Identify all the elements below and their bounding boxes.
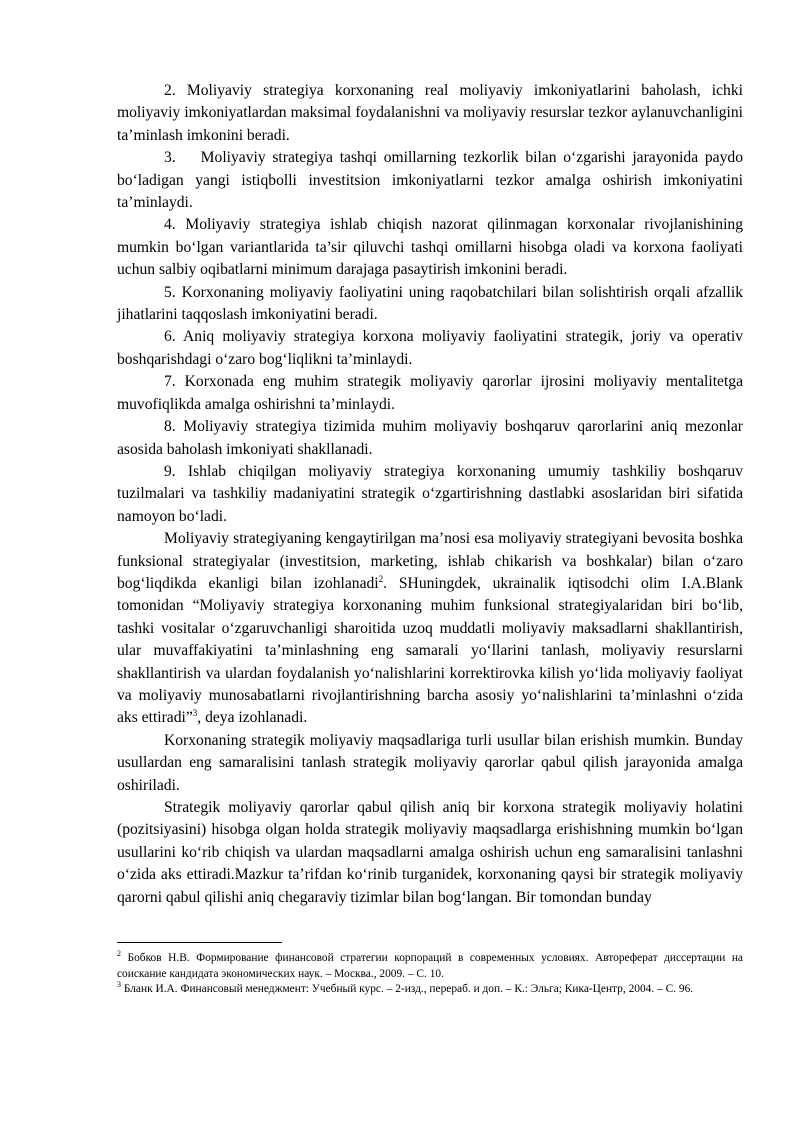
footnote-item: [117, 982, 743, 998]
body-text: [117, 80, 743, 909]
footnote-mark: 3: [117, 980, 121, 990]
footnotes: [117, 951, 743, 998]
paragraph-item-6: 6. Aniq moliyaviy strategiya korxona moliyaviy faoliyatini strategik, joriy va operativ boshqarishdagi o‘zaro bog‘liqlikni ta’minlaydi.: [117, 328, 743, 368]
paragraph-item-9: 9. Ishlab chiqilgan moliyaviy strategiya korxonaning umumiy tashkiliy boshqaruv tuzilmalari va tashkiliy madaniyatini strategik o‘zgartirishning dastlabki asoslaridan biri sifatida namoyon bo‘ladi.: [117, 462, 743, 525]
footnote-mark: 2: [117, 949, 121, 959]
text-segment: . SHuningdek, ukrainalik iqtisodchi olim I.A.Blank tomonidan “Moliyaviy strategiya korxonaning muhim funksional strategiyalaridan biri bo‘lib, tashki vositalar o‘zgaruvchanligi sharoitida uzoq muddatli moliyaviy maksadlarni shakllantirish, ular muvaffakiyatini ta’minlashning eng samarali yo‘llarini tanlash, moliyaviy resurslarni shakllantirish va ulardan foydalanish yo‘nalishlarini korrektirovka kilish yo‘lida moliyaviy faoliyat va moliyaviy munosabatlarni rivojlantirishning barcha asosiy yo‘nalishlarini ta’minlashni o‘zida aks ettiradi”: [117, 574, 743, 727]
paragraph-goals: Korxonaning strategik moliyaviy maqsadlariga turli usullar bilan erishish mumkin. Bunday usullardan eng samaralisini tanlash strategik moliyaviy qarorlar qabul qilish jarayonida amalga oshiriladi.: [117, 731, 743, 794]
paragraph-item-3: [117, 147, 743, 214]
paragraph-item-7: 7. Korxonada eng muhim strategik moliyaviy qarorlar ijrosini moliyaviy mentalitetga muvofiqlikda amalga oshirishni ta’minlaydi.: [117, 373, 743, 413]
paragraph-strategy-meaning: [117, 528, 743, 730]
paragraph-item-4: 4. Moliyaviy strategiya ishlab chiqish nazorat qilinmagan korxonalar rivojlanishining mumkin bo‘lgan variantlarida ta’sir qiluvchi tashqi omillarni hisobga oladi va korxona faoliyati uchun salbiy oqibatlarni minimum darajaga pasaytirish imkonini beradi.: [117, 216, 743, 279]
text-segment: , deya izohlanadi.: [197, 709, 308, 727]
footnote-ref: 3: [192, 708, 198, 719]
item-text: Moliyaviy strategiya tashqi omillarning tezkorlik bilan o‘zgarishi jarayonida paydo bo‘ladigan yangi istiqbolli investitsion imkoniyatlarni tezkor amalga oshirish imkoniyatini ta’minlaydi.: [117, 149, 743, 212]
footnote-text: Бланк И.А. Финансовый менеджмент: Учебный курс. – 2-изд., перераб. и доп. – К.: Эльга; Кика-Центр, 2004. – С. 96.: [123, 983, 694, 996]
paragraph-item-2: 2. Moliyaviy strategiya korxonaning real moliyaviy imkoniyatlarini baholash, ichki moliyaviy imkoniyatlardan maksimal foydalanishni va moliyaviy resurslar tezkor aylanuvchanligini ta’minlash imkonini beradi.: [117, 82, 743, 144]
paragraph-decisions: Strategik moliyaviy qarorlar qabul qilish aniq bir korxona strategik moliyaviy holatini (pozitsiyasini) hisobga olgan holda strategik moliyaviy maqsadlarga erishishning mumkin bo‘lgan usullarini ko‘rib chiqish va ulardan maqsadlarni amalga oshirish uchun eng samaralisini tanlashni o‘zida aks ettiradi.Mazkur ta’rifdan ko‘rinib turganidek, korxonaning qaysi bir strategik moliyaviy qarorni qabul qilishi aniq chegaraviy tizimlar bilan bog‘langan. Bir tomondan bunday: [117, 799, 743, 906]
text-segment: Moliyaviy strategiyaning kengaytirilgan ma’nosi esa moliyaviy strategiyani bevosita boshka funksional strategiyalar (investitsion, marketing, ishlab chikarish va boshkalar) bilan o‘zaro bog‘liqdikda ekanligi bilan izohlanadi: [117, 530, 743, 592]
paragraph-item-8: 8. Moliyaviy strategiya tizimida muhim moliyaviy boshqaruv qarorlarini aniq mezonlar asosida baholash imkoniyati shakllanadi.: [117, 418, 743, 458]
item-number: 3.: [164, 149, 176, 167]
footnote-text: Бобков Н.В. Формирование финансовой стратегии корпораций в современных условиях. Автореферат диссертации на соискание кандидата экономических наук. – Москва., 2009. – С. 10.: [117, 952, 743, 980]
footnote-item: [117, 951, 743, 982]
footnote-ref: 2: [378, 573, 384, 584]
footnote-separator: [117, 942, 282, 943]
paragraph-item-5: 5. Korxonaning moliyaviy faoliyatini uning raqobatchilari bilan solishtirish orqali afzallik jihatlarini taqqoslash imkoniyatini beradi.: [117, 283, 743, 324]
